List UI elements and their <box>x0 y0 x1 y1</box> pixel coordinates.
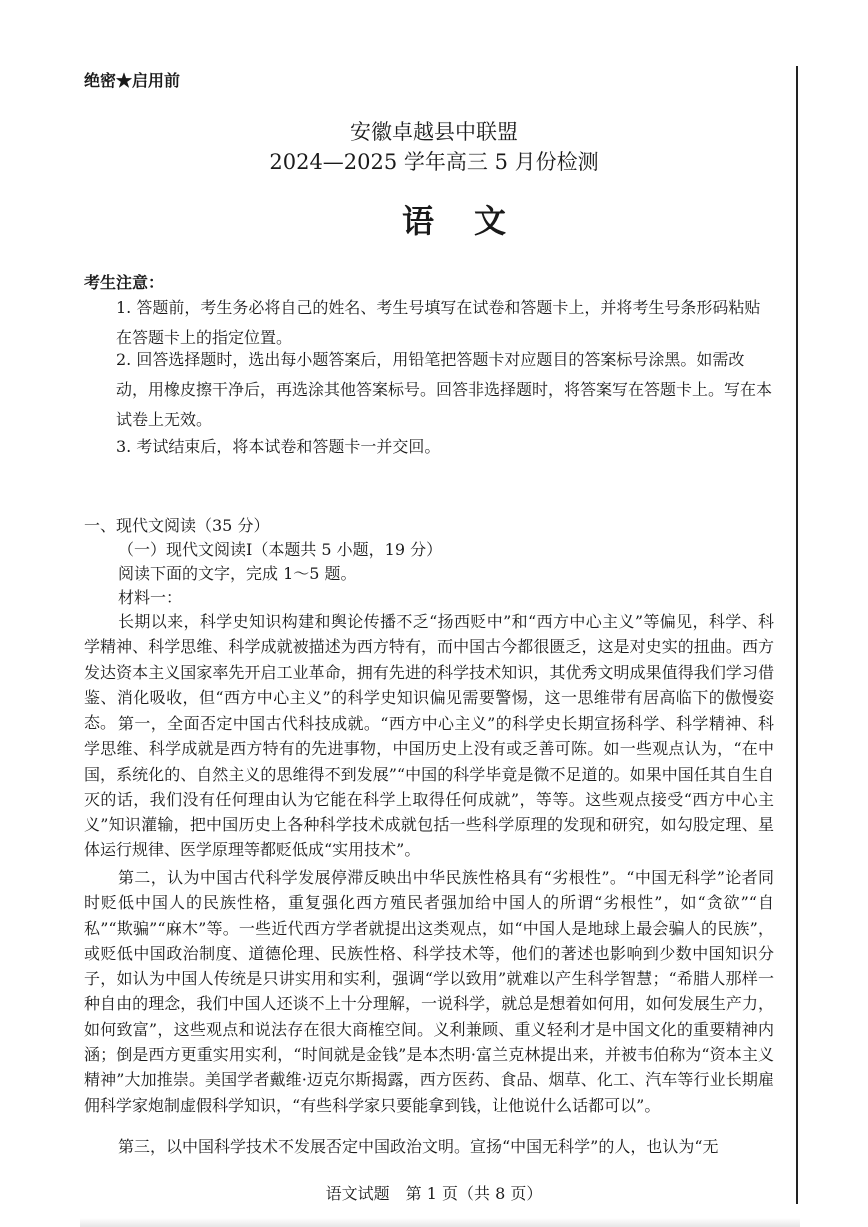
secret-label: 绝密★启用前 <box>84 71 181 90</box>
alliance-title: 安徽卓越县中联盟 <box>350 120 518 144</box>
page-footer: 语文试题 第 1 页（共 8 页） <box>325 1184 543 1203</box>
notice-title: 考生注意： <box>84 273 165 292</box>
exam-title: 2024—2025 学年高三 5 月份检测 <box>269 150 599 174</box>
notice-item-1: 1. 答题前，考生务必将自己的姓名、考生号填写在试卷和答题卡上，并将考生号条形码粘贴在答题卡上的指定位置。 <box>116 298 761 347</box>
material-label: 材料一： <box>118 588 183 607</box>
scan-bottom-edge <box>80 1218 800 1227</box>
notice-item-2: 2. 回答选择题时，选出每小题答案后，用铅笔把答题卡对应题目的答案标号涂黑。如需改动，用橡皮擦干净后，再选涂其他答案标号。回答非选择题时，将答案写在答题卡上。写在本试卷上无效。 <box>116 350 773 429</box>
notice-item-3: 3. 考试结束后，将本试卷和答题卡一并交回。 <box>116 437 441 456</box>
section-heading: 一、现代文阅读（35 分） <box>84 516 270 535</box>
section-sub-heading: （一）现代文阅读Ⅰ（本题共 5 小题，19 分） <box>118 540 443 559</box>
subject-title: 语文 <box>401 202 546 240</box>
paragraph-4: 第三，以中国科学技术不发展否定中国政治文明。宣扬“中国无科学”的人，也认为“无 <box>118 1137 719 1156</box>
paragraph-1: 长期以来，科学史知识构建和舆论传播不乏“扬西贬中”和“西方中心主义”等偏见，科学、科学精神、科学思维、科学成就被描述为西方特有，而中国古今都很匮乏，这是对史实的扭曲。西方发达资本主义国家率先开启工业革命，拥有先进的科学技术知识，其优秀文明成果值得我们学习借鉴、消化吸收，但“西方中心主义”的科学史知识偏见需要警惕，这一思维带有居高临下的傲慢姿态。 <box>84 612 774 733</box>
paragraph-2: 第一，全面否定中国古代科技成就。“西方中心主义”的科学史长期宣扬科学、科学精神、科学思维、科学成就是西方特有的先进事物，中国历史上没有或乏善可陈。如一些观点认为，“在中国，系统化的、自然主义的思维得不到发展”“中国的科学毕竟是微不足道的。如果中国任其自生自灭的话，我们没有任何理由认为它能在科学上取得任何成就”，等等。这些观点接受“西方中心主义”知识灌输，把中国历史上各种科学技术成就包括一些科学原理的发现和研究，如勾股定理、星体运行规律、医学原理等都贬低成“实用技术”。 <box>84 714 774 860</box>
paragraph-3: 第二，认为中国古代科学发展停滞反映出中华民族性格具有“劣根性”。“中国无科学”论者同时贬低中国人的民族性格，重复强化西方殖民者强加给中国人的所谓“劣根性”，如“贪欲”“自私”“欺骗”“麻木”等。一些近代西方学者就提出这类观点，如“中国人是地球上最会骗人的民族”，或贬低中国政治制度、道德伦理、民族性格、科学技术等，他们的著述也影响到少数中国知识分子，如认为中国人传统是只讲实用和实利，强调“学以致用”就难以产生科学智慧；“希腊人那样一种自由的理念，我们中国人还谈不上十分理解，一说科学，就总是想着如何用，如何发展生产力，如何致富”，这些观点和说法存在很大商榷空间。义利兼顾、重义轻利才是中国文化的重要精神内涵；倒是西方更重实用实利，“时间就是金钱”是本杰明·富兰克林提出来，并被韦伯称为“资本主义精神”大加推崇。美国学者戴维·迈克尔斯揭露，西方医药、食品、烟草、化工、汽车等行业长期雇佣科学家炮制虚假科学知识，“有些科学家只要能拿到钱，让他说什么话都可以”。 <box>84 868 774 1115</box>
section-instruction: 阅读下面的文字，完成 1～5 题。 <box>118 564 357 583</box>
